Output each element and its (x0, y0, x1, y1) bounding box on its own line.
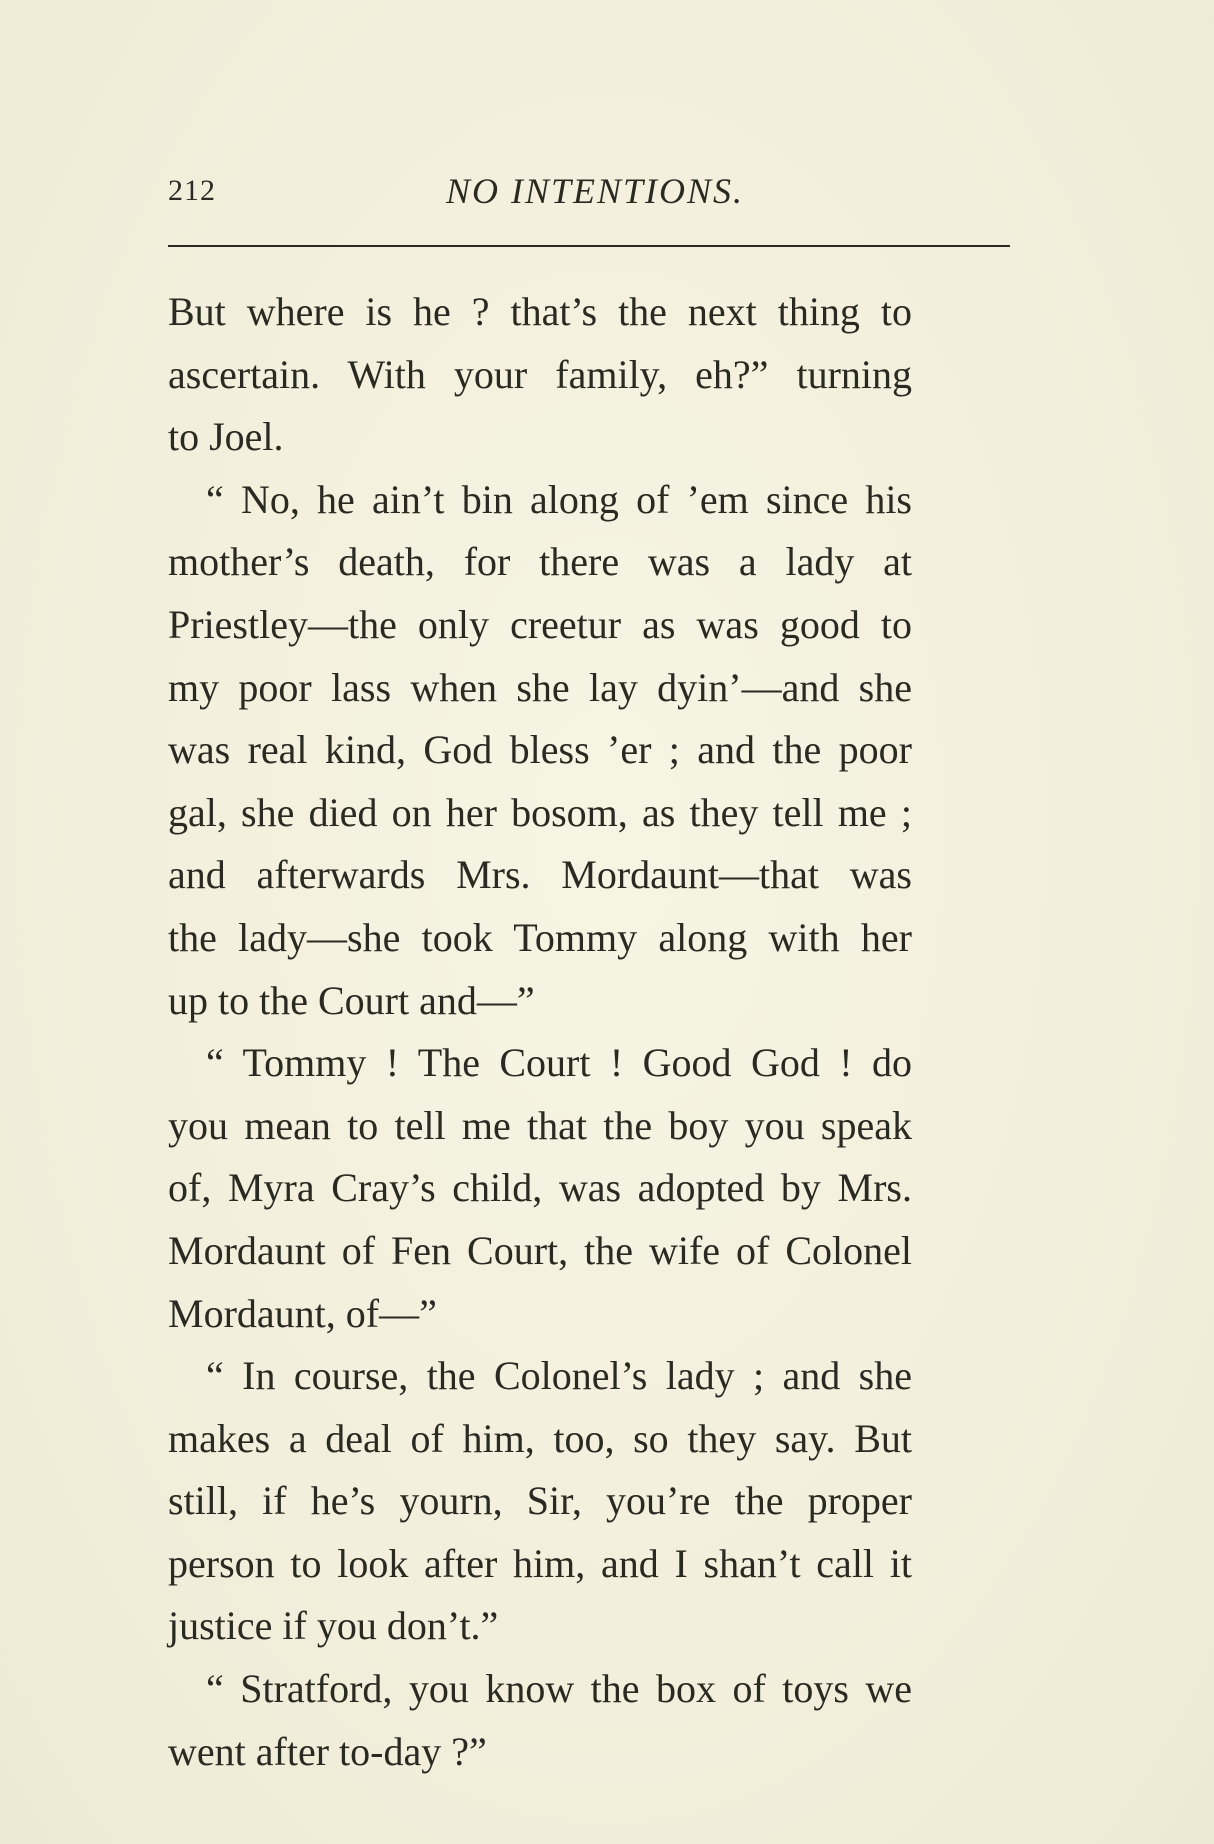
text-line: went after to-day ?” (168, 1728, 487, 1774)
text-line: Mordaunt, of—” (168, 1290, 437, 1336)
text-line: justice if you don’t.” (168, 1603, 499, 1649)
text-line: person to look after him, and I shan’t call it (168, 1540, 912, 1586)
text-line: still, if he’s yourn, Sir, you’re the proper (168, 1478, 912, 1524)
text-line: of, Myra Cray’s child, was adopted by Mrs. (168, 1165, 912, 1211)
text-line: you mean to tell me that the boy you speak (168, 1102, 912, 1148)
page-number: 212 (168, 174, 216, 207)
text-line: makes a deal of him, too, so they say. But (168, 1415, 912, 1461)
text-line: up to the Court and—” (168, 977, 535, 1023)
text-line: “ Stratford, you know the box of toys we (206, 1666, 912, 1712)
text-line: “ No, he ain’t bin along of ’em since his (206, 476, 912, 522)
text-line: “ Tommy ! The Court ! Good God ! do (206, 1040, 912, 1086)
text-line: But where is he ? that’s the next thing to (168, 289, 912, 334)
text-line: mother’s death, for there was a lady at (168, 539, 912, 585)
text-line: and afterwards Mrs. Mordaunt—that was (168, 852, 912, 898)
running-head: NO INTENTIONS. (446, 171, 745, 211)
text-line: was real kind, God bless ’er ; and the poor (168, 727, 912, 773)
text-line: gal, she died on her bosom, as they tell me ; (168, 789, 912, 835)
text-line: the lady—she took Tommy along with her (168, 914, 912, 960)
text-line: to Joel. (168, 414, 284, 460)
text-line: Priestley—the only creetur as was good to (168, 601, 912, 647)
body-text (168, 281, 1072, 1783)
text-line: ascertain. With your family, eh?” turning (168, 351, 912, 397)
header-rule (168, 245, 1010, 247)
text-line: Mordaunt of Fen Court, the wife of Colonel (168, 1227, 912, 1273)
page-header (168, 170, 1008, 220)
text-line: “ In course, the Colonel’s lady ; and she (206, 1353, 912, 1399)
text-line: my poor lass when she lay dyin’—and she (168, 664, 912, 710)
